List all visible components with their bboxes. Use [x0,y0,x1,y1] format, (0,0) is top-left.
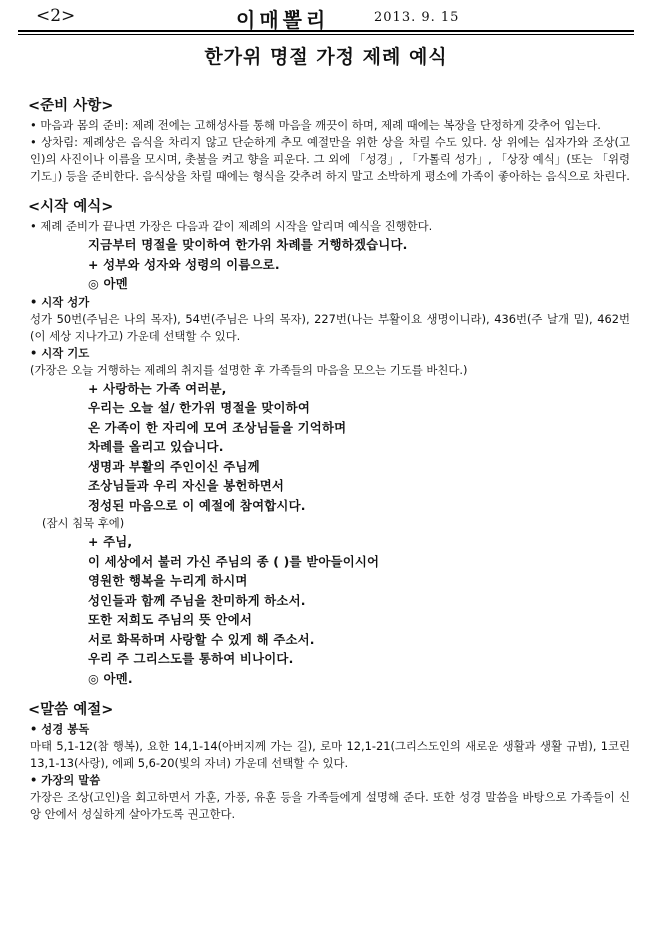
prayer-line: 우리 주 그리스도를 통하여 비나이다. [88,651,294,666]
page-number: <2> [36,6,76,26]
prayer-line: + 성부와 성자와 성령의 이름으로. [88,256,280,272]
prayer-line: 차례를 올리고 있습니다. [88,439,224,454]
silence-note: (잠시 침묵 후에) [42,516,125,530]
opening-intro: • 제례 준비가 끝나면 가장은 다음과 같이 제례의 시작을 알리며 예식을 진행한다. [30,219,433,233]
prayer-line: ◎ 아멘 [88,276,128,291]
prayer-line: 영원한 행복을 누리게 하시며 [88,573,248,588]
prayer-line: 조상님들과 우리 자신을 봉헌하면서 [88,478,285,493]
prayer-line: + 주님, [88,534,133,549]
page-header [0,4,652,30]
prayer-line: 성인들과 함께 주님을 찬미하게 하소서. [88,592,306,608]
opening-prayer-heading: • 시작 기도 [30,345,90,360]
section-heading-prep: <준비 사항> [28,98,114,114]
section-heading-word: <말씀 예절> [28,702,114,718]
prayer-line: ◎ 아멘. [88,670,133,686]
prayer-line: 온 가족이 한 자리에 모여 조상님들을 기억하며 [88,419,347,435]
prayer-line: + 사랑하는 가족 여러분, [88,380,227,396]
prayer-line: 지금부터 명절을 맞이하여 한가위 차례를 거행하겠습니다. [88,237,408,252]
document-body [30,96,630,823]
opening-prayer-note: (가장은 오늘 거행하는 제례의 취지를 설명한 후 가족들의 마음을 모으는 기도를 바친다.) [30,362,468,377]
family-word-text: 가장은 조상(고인)을 회고하면서 가훈, 가풍, 유훈 등을 가족들에게 설명해 준다. 또한 성경 말씀을 바탕으로 가족들이 신앙 안에서 성실하게 살아가도록 권고한다. [30,790,630,821]
reading-heading: • 성경 봉독 [30,722,90,736]
publication-name: 이매뽈리 [236,8,330,32]
prayer-line: 이 세상에서 불러 가신 주님의 종 ( )를 받아들이시어 [88,553,380,569]
prayer-line: 정성된 마음으로 이 예절에 참여합시다. [88,497,306,513]
hymn-heading: • 시작 성가 [30,294,90,309]
prayer-line: 우리는 오늘 설/ 한가위 명절을 맞이하여 [88,400,311,415]
hymn-text: 성가 50번(주님은 나의 목자), 54번(주님은 나의 목자), 227번(나는 부활이요 생명이니라), 436번(주 날개 밑), 462번(이 세상 지나가고) 가운데 선택할 수 있다. [30,311,630,343]
prep-item: • 상차림: 제례상은 음식을 차리지 않고 단순하게 추모 예절만을 위한 상을 차릴 수도 있다. 상 위에는 십자가와 조상(고인)의 사진이나 이름을 모시며, 촛불을 켜고 향을 피운다. 그 외에 「성경」, 「가톨릭 성가」, 「상장 예식」(또는 「위령 기도」) 등을 준비한다. 음식상을 차릴 때에는 형식을 갖추려 하지 말고 소박하게 평소에 가족이 좋아하는 음식으로 차린다. [30,135,630,183]
prayer-line: 생명과 부활의 주인이신 주님께 [88,458,260,474]
family-word-heading: • 가장의 말씀 [30,773,101,787]
prayer-line: 또한 저희도 주님의 뜻 안에서 [88,612,253,627]
issue-date: 2013. 9. 15 [374,10,460,25]
section-heading-opening: <시작 예식> [28,199,114,215]
header-rule-thick [18,30,634,32]
prayer-line: 서로 화목하며 사랑할 수 있게 해 주소서. [88,631,315,647]
page-title: 한가위 명절 가정 제례 예식 [204,46,448,68]
reading-text: 마태 5,1-12(참 행복), 요한 14,1-14(아버지께 가는 길), 로마 12,1-21(그리스도인의 새로운 생활과 생활 규범), 1코린 13,1-13(사랑), 에페 5,6-20(빛의 자녀) 가운데 선택할 수 있다. [30,739,630,770]
prep-item: • 마음과 몸의 준비: 제례 전에는 고해성사를 통해 마음을 깨끗이 하며, 제례 때에는 복장을 단정하게 갖추어 입는다. [30,118,601,132]
header-rule-thin [18,34,634,35]
